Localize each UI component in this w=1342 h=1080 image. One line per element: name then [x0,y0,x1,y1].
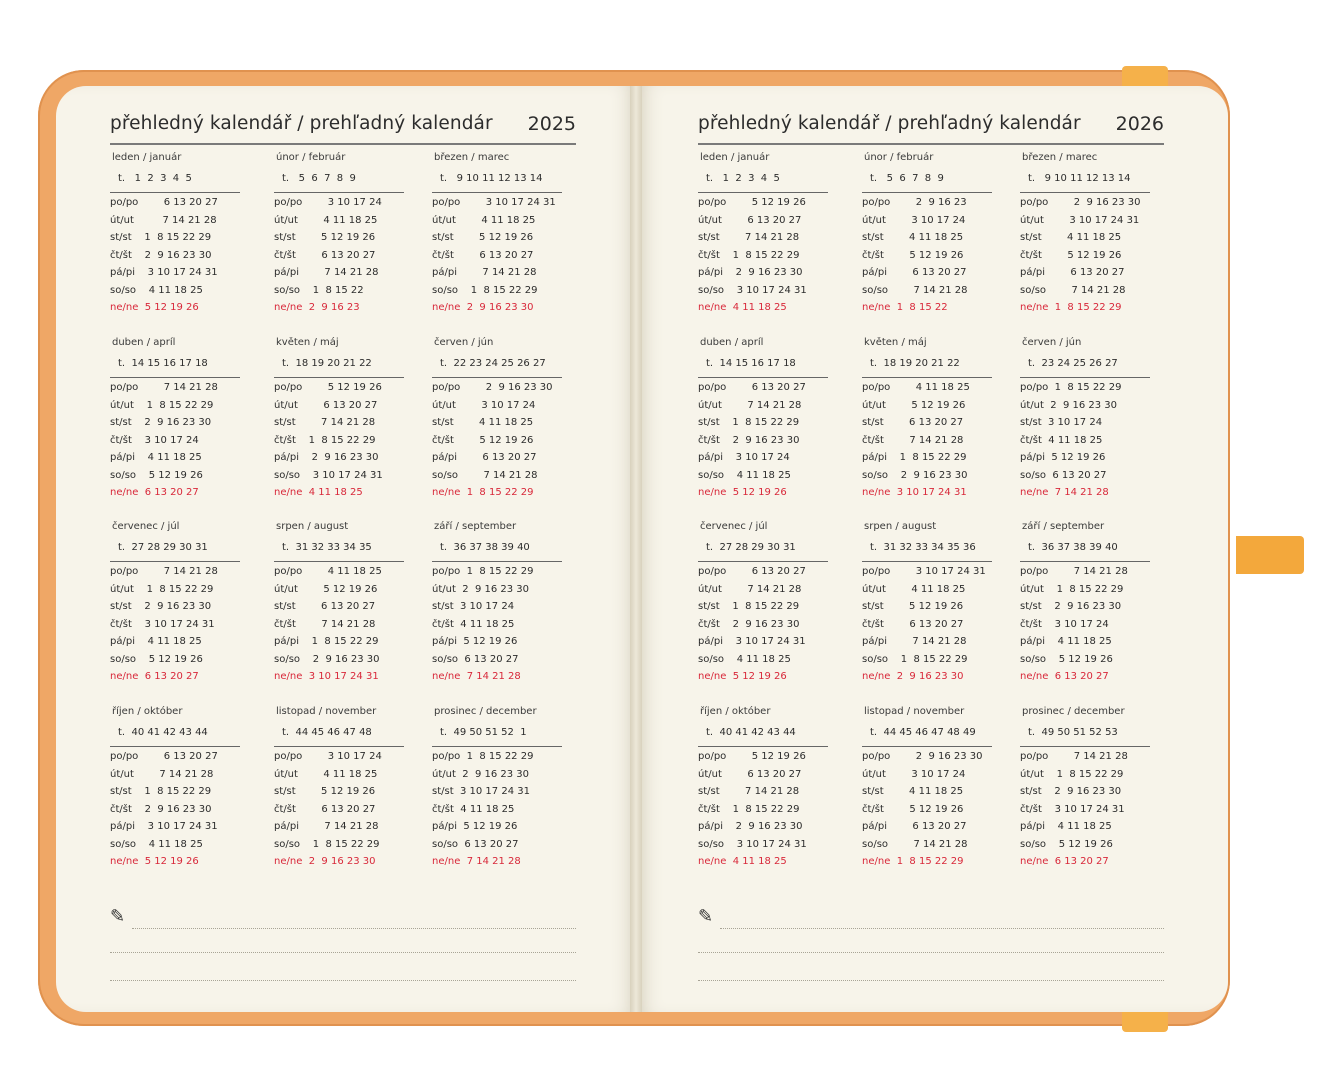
day-row: čt/št 6 13 20 27 [274,249,376,261]
sunday-row: ne/ne 4 11 18 25 [698,302,787,313]
day-row: út/ut 1 8 15 22 29 [110,583,214,595]
week-rule [274,561,404,562]
day-row: st/st 4 11 18 25 [1020,232,1122,243]
week-numbers: t. 1 2 3 4 5 [118,173,192,184]
day-row: čt/št 2 9 16 23 30 [698,434,800,446]
day-row: út/ut 2 9 16 23 30 [1020,399,1118,411]
day-row: út/ut 7 14 21 28 [110,768,214,780]
week-numbers: t. 31 32 33 34 35 [282,542,372,553]
month-name: květen / máj [276,337,339,348]
week-numbers: t. 18 19 20 21 22 [282,358,372,369]
day-row: pá/pi 2 9 16 23 30 [698,821,803,832]
month-name: březen / marec [1022,152,1098,163]
day-row: pá/pi 6 13 20 27 [432,452,537,463]
day-row: st/st 3 10 17 24 [432,601,515,612]
day-row: pá/pi 7 14 21 28 [432,267,537,278]
day-row: so/so 1 8 15 22 29 [862,653,968,665]
week-rule [1020,192,1150,193]
week-numbers: t. 5 6 7 8 9 [282,173,356,184]
month-name: listopad / november [864,706,965,717]
day-row: so/so 7 14 21 28 [432,469,538,481]
title-rule [698,143,1164,145]
day-row: pá/pi 5 12 19 26 [432,636,518,647]
day-row: so/so 5 12 19 26 [110,469,203,481]
week-numbers: t. 49 50 51 52 53 [1028,727,1118,738]
day-row: čt/št 5 12 19 26 [862,803,964,815]
month-name: říjen / október [112,706,183,717]
day-row: pá/pi 6 13 20 27 [862,821,967,832]
note-line [698,980,1164,981]
day-row: čt/št 7 14 21 28 [274,618,376,630]
sunday-row: ne/ne 5 12 19 26 [110,302,199,313]
day-row: út/ut 1 8 15 22 29 [1020,583,1124,595]
month-name: srpen / august [276,521,349,532]
day-row: út/ut 5 12 19 26 [862,399,966,411]
month-name: květen / máj [864,337,927,348]
day-row: út/ut 1 8 15 22 29 [110,399,214,411]
day-row: so/so 2 9 16 23 30 [862,469,968,481]
week-numbers: t. 14 15 16 17 18 [118,358,208,369]
week-rule [110,377,240,378]
sunday-row: ne/ne 1 8 15 22 29 [432,487,534,498]
day-row: út/ut 3 10 17 24 31 [1020,214,1140,226]
week-rule [1020,746,1150,747]
day-row: čt/št 5 12 19 26 [432,434,534,446]
month-name: listopad / november [276,706,377,717]
week-rule [862,192,992,193]
week-rule [110,561,240,562]
week-rule [698,377,828,378]
month-name: duben / apríl [112,337,176,348]
day-row: po/po 7 14 21 28 [1020,751,1128,762]
sunday-row: ne/ne 2 9 16 23 30 [432,302,534,313]
week-numbers: t. 5 6 7 8 9 [870,173,944,184]
day-row: po/po 6 13 20 27 [110,751,218,762]
sunday-row: ne/ne 6 13 20 27 [110,487,199,498]
day-row: so/so 5 12 19 26 [1020,653,1113,665]
month-name: srpen / august [864,521,937,532]
sunday-row: ne/ne 1 8 15 22 29 [1020,302,1122,313]
day-row: pá/pi 4 11 18 25 [1020,636,1112,647]
week-numbers: t. 36 37 38 39 40 [440,542,530,553]
day-row: so/so 5 12 19 26 [110,653,203,665]
week-rule [862,377,992,378]
day-row: út/ut 3 10 17 24 [862,214,966,226]
day-row: út/ut 2 9 16 23 30 [432,768,530,780]
sunday-row: ne/ne 7 14 21 28 [432,856,521,867]
week-rule [110,192,240,193]
day-row: pá/pi 7 14 21 28 [862,636,967,647]
day-row: pá/pi 3 10 17 24 31 [110,821,218,832]
day-row: čt/št 4 11 18 25 [432,618,515,630]
note-line [132,928,576,929]
week-numbers: t. 9 10 11 12 13 14 [1028,173,1131,184]
day-row: po/po 7 14 21 28 [110,566,218,577]
week-numbers: t. 14 15 16 17 18 [706,358,796,369]
sunday-row: ne/ne 2 9 16 23 [274,302,360,313]
day-row: čt/št 5 12 19 26 [862,249,964,261]
week-numbers: t. 27 28 29 30 31 [118,542,208,553]
day-row: pá/pi 6 13 20 27 [1020,267,1125,278]
day-row: po/po 2 9 16 23 30 [1020,197,1141,208]
day-row: čt/št 6 13 20 27 [862,618,964,630]
day-row: čt/št 7 14 21 28 [862,434,964,446]
day-row: pá/pi 3 10 17 24 31 [110,267,218,278]
day-row: po/po 2 9 16 23 30 [432,382,553,393]
week-numbers: t. 40 41 42 43 44 [118,727,208,738]
day-row: st/st 2 9 16 23 30 [1020,786,1122,797]
day-row: út/ut 7 14 21 28 [698,583,802,595]
day-row: st/st 7 14 21 28 [698,786,800,797]
day-row: so/so 4 11 18 25 [698,653,791,665]
day-row: čt/št 4 11 18 25 [432,803,515,815]
day-row: po/po 1 8 15 22 29 [432,751,534,762]
month-name: červenec / júl [112,521,180,532]
title-rule [110,143,576,145]
week-numbers: t. 44 45 46 47 48 [282,727,372,738]
day-row: so/so 1 8 15 22 29 [274,838,380,850]
day-row: st/st 4 11 18 25 [862,232,964,243]
day-row: po/po 3 10 17 24 [274,197,382,208]
day-row: út/ut 7 14 21 28 [110,214,217,226]
week-numbers: t. 40 41 42 43 44 [706,727,796,738]
day-row: po/po 3 10 17 24 31 [432,197,556,208]
day-row: pá/pi 2 9 16 23 30 [698,267,803,278]
day-row: st/st 6 13 20 27 [862,417,964,428]
week-numbers: t. 9 10 11 12 13 14 [440,173,543,184]
sunday-row: ne/ne 4 11 18 25 [274,487,363,498]
sunday-row: ne/ne 2 9 16 23 30 [862,671,964,682]
week-numbers: t. 1 2 3 4 5 [706,173,780,184]
week-rule [1020,561,1150,562]
week-numbers: t. 36 37 38 39 40 [1028,542,1118,553]
day-row: čt/št 2 9 16 23 30 [698,618,800,630]
day-row: po/po 6 13 20 27 [110,197,218,208]
day-row: pá/pi 3 10 17 24 [698,452,790,463]
day-row: čt/št 1 8 15 22 29 [698,249,800,261]
week-rule [698,561,828,562]
day-row: so/so 4 11 18 25 [698,469,791,481]
day-row: pá/pi 3 10 17 24 31 [698,636,806,647]
day-row: so/so 1 8 15 22 [274,284,364,296]
week-rule [698,746,828,747]
month-name: prosinec / december [1022,706,1125,717]
day-row: so/so 3 10 17 24 31 [698,838,807,850]
week-rule [432,746,562,747]
week-rule [432,561,562,562]
day-row: po/po 5 12 19 26 [698,751,806,762]
day-row: st/st 1 8 15 22 29 [110,786,212,797]
pencil-icon: ✎ [698,906,714,927]
month-name: červenec / júl [700,521,768,532]
sunday-row: ne/ne 4 11 18 25 [698,856,787,867]
month-name: leden / január [112,152,182,163]
day-row: pá/pi 5 12 19 26 [432,821,518,832]
day-row: čt/št 3 10 17 24 [1020,618,1109,630]
day-row: po/po 4 11 18 25 [862,382,970,393]
day-row: čt/št 3 10 17 24 31 [110,618,215,630]
month-name: září / september [1022,521,1105,532]
day-row: út/ut 6 13 20 27 [698,768,802,780]
pencil-icon: ✎ [110,906,126,927]
note-line [698,952,1164,953]
sunday-row: ne/ne 5 12 19 26 [698,487,787,498]
day-row: po/po 6 13 20 27 [698,566,806,577]
sunday-row: ne/ne 6 13 20 27 [1020,671,1109,682]
day-row: so/so 6 13 20 27 [432,653,519,665]
day-row: čt/št 1 8 15 22 29 [698,803,800,815]
day-row: út/ut 2 9 16 23 30 [432,583,530,595]
day-row: pá/pi 4 11 18 25 [110,452,202,463]
sunday-row: ne/ne 5 12 19 26 [698,671,787,682]
day-row: út/ut 6 13 20 27 [274,399,378,411]
page-title: přehledný kalendář / prehľadný kalendár [110,113,493,134]
day-row: po/po 2 9 16 23 30 [862,751,983,762]
sunday-row: ne/ne 3 10 17 24 31 [862,487,967,498]
day-row: so/so 4 11 18 25 [110,284,203,296]
day-row: po/po 6 13 20 27 [698,382,806,393]
day-row: po/po 3 10 17 24 [274,751,382,762]
day-row: po/po 2 9 16 23 [862,197,967,208]
day-row: so/so 7 14 21 28 [1020,284,1126,296]
month-name: červen / jún [1022,337,1082,348]
day-row: út/ut 4 11 18 25 [274,214,378,226]
day-row: st/st 3 10 17 24 [1020,417,1103,428]
day-row: út/ut 4 11 18 25 [274,768,378,780]
note-line [110,952,576,953]
week-numbers: t. 49 50 51 52 1 [440,727,527,738]
day-row: st/st 5 12 19 26 [274,786,376,797]
sunday-row: ne/ne 6 13 20 27 [1020,856,1109,867]
day-row: čt/št 3 10 17 24 [110,434,199,446]
page-title: přehledný kalendář / prehľadný kalendár [698,113,1081,134]
week-rule [274,746,404,747]
week-rule [110,746,240,747]
day-row: st/st 1 8 15 22 29 [110,232,212,243]
day-row: st/st 7 14 21 28 [698,232,800,243]
month-name: červen / jún [434,337,494,348]
day-row: pá/pi 1 8 15 22 29 [862,452,967,463]
book-spine [630,86,642,1012]
day-row: po/po 1 8 15 22 29 [432,566,534,577]
week-rule [274,377,404,378]
day-row: út/ut 4 11 18 25 [862,583,966,595]
day-row: st/st 1 8 15 22 29 [698,601,800,612]
day-row: pá/pi 5 12 19 26 [1020,452,1106,463]
day-row: st/st 2 9 16 23 30 [110,417,212,428]
week-numbers: t. 27 28 29 30 31 [706,542,796,553]
sunday-row: ne/ne 2 9 16 23 30 [274,856,376,867]
day-row: po/po 1 8 15 22 29 [1020,382,1122,393]
month-name: prosinec / december [434,706,537,717]
day-row: po/po 7 14 21 28 [1020,566,1128,577]
sunday-row: ne/ne 6 13 20 27 [110,671,199,682]
day-row: so/so 4 11 18 25 [110,838,203,850]
week-rule [862,746,992,747]
note-line [110,980,576,981]
day-row: st/st 4 11 18 25 [432,417,534,428]
day-row: so/so 7 14 21 28 [862,284,968,296]
note-line [720,928,1164,929]
day-row: po/po 4 11 18 25 [274,566,382,577]
day-row: so/so 6 13 20 27 [432,838,519,850]
week-rule [698,192,828,193]
day-row: út/ut 1 8 15 22 29 [1020,768,1124,780]
day-row: st/st 2 9 16 23 30 [1020,601,1122,612]
day-row: st/st 2 9 16 23 30 [110,601,212,612]
day-row: so/so 2 9 16 23 30 [274,653,380,665]
day-row: st/st 6 13 20 27 [274,601,376,612]
day-row: st/st 5 12 19 26 [862,601,964,612]
day-row: po/po 5 12 19 26 [698,197,806,208]
day-row: st/st 1 8 15 22 29 [698,417,800,428]
week-rule [432,192,562,193]
sunday-row: ne/ne 1 8 15 22 [862,302,948,313]
day-row: čt/št 1 8 15 22 29 [274,434,376,446]
week-rule [274,192,404,193]
day-row: út/ut 6 13 20 27 [698,214,802,226]
day-row: pá/pi 6 13 20 27 [862,267,967,278]
day-row: pá/pi 7 14 21 28 [274,821,379,832]
day-row: čt/št 4 11 18 25 [1020,434,1103,446]
day-row: út/ut 5 12 19 26 [274,583,378,595]
bookmark-ribbon [1236,536,1304,574]
day-row: so/so 5 12 19 26 [1020,838,1113,850]
week-rule [862,561,992,562]
week-numbers: t. 23 24 25 26 27 [1028,358,1118,369]
week-rule [432,377,562,378]
day-row: po/po 5 12 19 26 [274,382,382,393]
month-name: únor / február [864,152,934,163]
sunday-row: ne/ne 1 8 15 22 29 [862,856,964,867]
day-row: út/ut 3 10 17 24 [432,399,536,411]
sunday-row: ne/ne 7 14 21 28 [1020,487,1109,498]
month-name: duben / apríl [700,337,764,348]
day-row: pá/pi 7 14 21 28 [274,267,379,278]
week-numbers: t. 18 19 20 21 22 [870,358,960,369]
month-name: leden / január [700,152,770,163]
week-numbers: t. 44 45 46 47 48 49 [870,727,976,738]
day-row: so/so 1 8 15 22 29 [432,284,538,296]
sunday-row: ne/ne 5 12 19 26 [110,856,199,867]
page-year: 2025 [527,113,576,135]
elastic-band-bottom [1122,1010,1168,1032]
week-numbers: t. 22 23 24 25 26 27 [440,358,546,369]
week-numbers: t. 31 32 33 34 35 36 [870,542,976,553]
day-row: pá/pi 1 8 15 22 29 [274,636,379,647]
day-row: st/st 5 12 19 26 [274,232,376,243]
day-row: st/st 7 14 21 28 [274,417,376,428]
day-row: so/so 7 14 21 28 [862,838,968,850]
week-rule [1020,377,1150,378]
day-row: st/st 3 10 17 24 31 [432,786,530,797]
day-row: so/so 3 10 17 24 31 [274,469,383,481]
day-row: út/ut 3 10 17 24 [862,768,966,780]
sunday-row: ne/ne 7 14 21 28 [432,671,521,682]
day-row: čt/št 3 10 17 24 31 [1020,803,1125,815]
day-row: po/po 7 14 21 28 [110,382,218,393]
day-row: út/ut 7 14 21 28 [698,399,802,411]
month-name: říjen / október [700,706,771,717]
month-name: březen / marec [434,152,510,163]
day-row: čt/št 6 13 20 27 [432,249,534,261]
day-row: st/st 5 12 19 26 [432,232,534,243]
month-name: únor / február [276,152,346,163]
day-row: so/so 3 10 17 24 31 [698,284,807,296]
day-row: čt/št 2 9 16 23 30 [110,803,212,815]
day-row: po/po 3 10 17 24 31 [862,566,986,577]
sunday-row: ne/ne 3 10 17 24 31 [274,671,379,682]
day-row: čt/št 5 12 19 26 [1020,249,1122,261]
day-row: pá/pi 4 11 18 25 [1020,821,1112,832]
day-row: pá/pi 4 11 18 25 [110,636,202,647]
day-row: út/ut 4 11 18 25 [432,214,536,226]
day-row: čt/št 6 13 20 27 [274,803,376,815]
day-row: st/st 4 11 18 25 [862,786,964,797]
day-row: so/so 6 13 20 27 [1020,469,1107,481]
page-year: 2026 [1115,113,1164,135]
day-row: pá/pi 2 9 16 23 30 [274,452,379,463]
month-name: září / september [434,521,517,532]
day-row: čt/št 2 9 16 23 30 [110,249,212,261]
